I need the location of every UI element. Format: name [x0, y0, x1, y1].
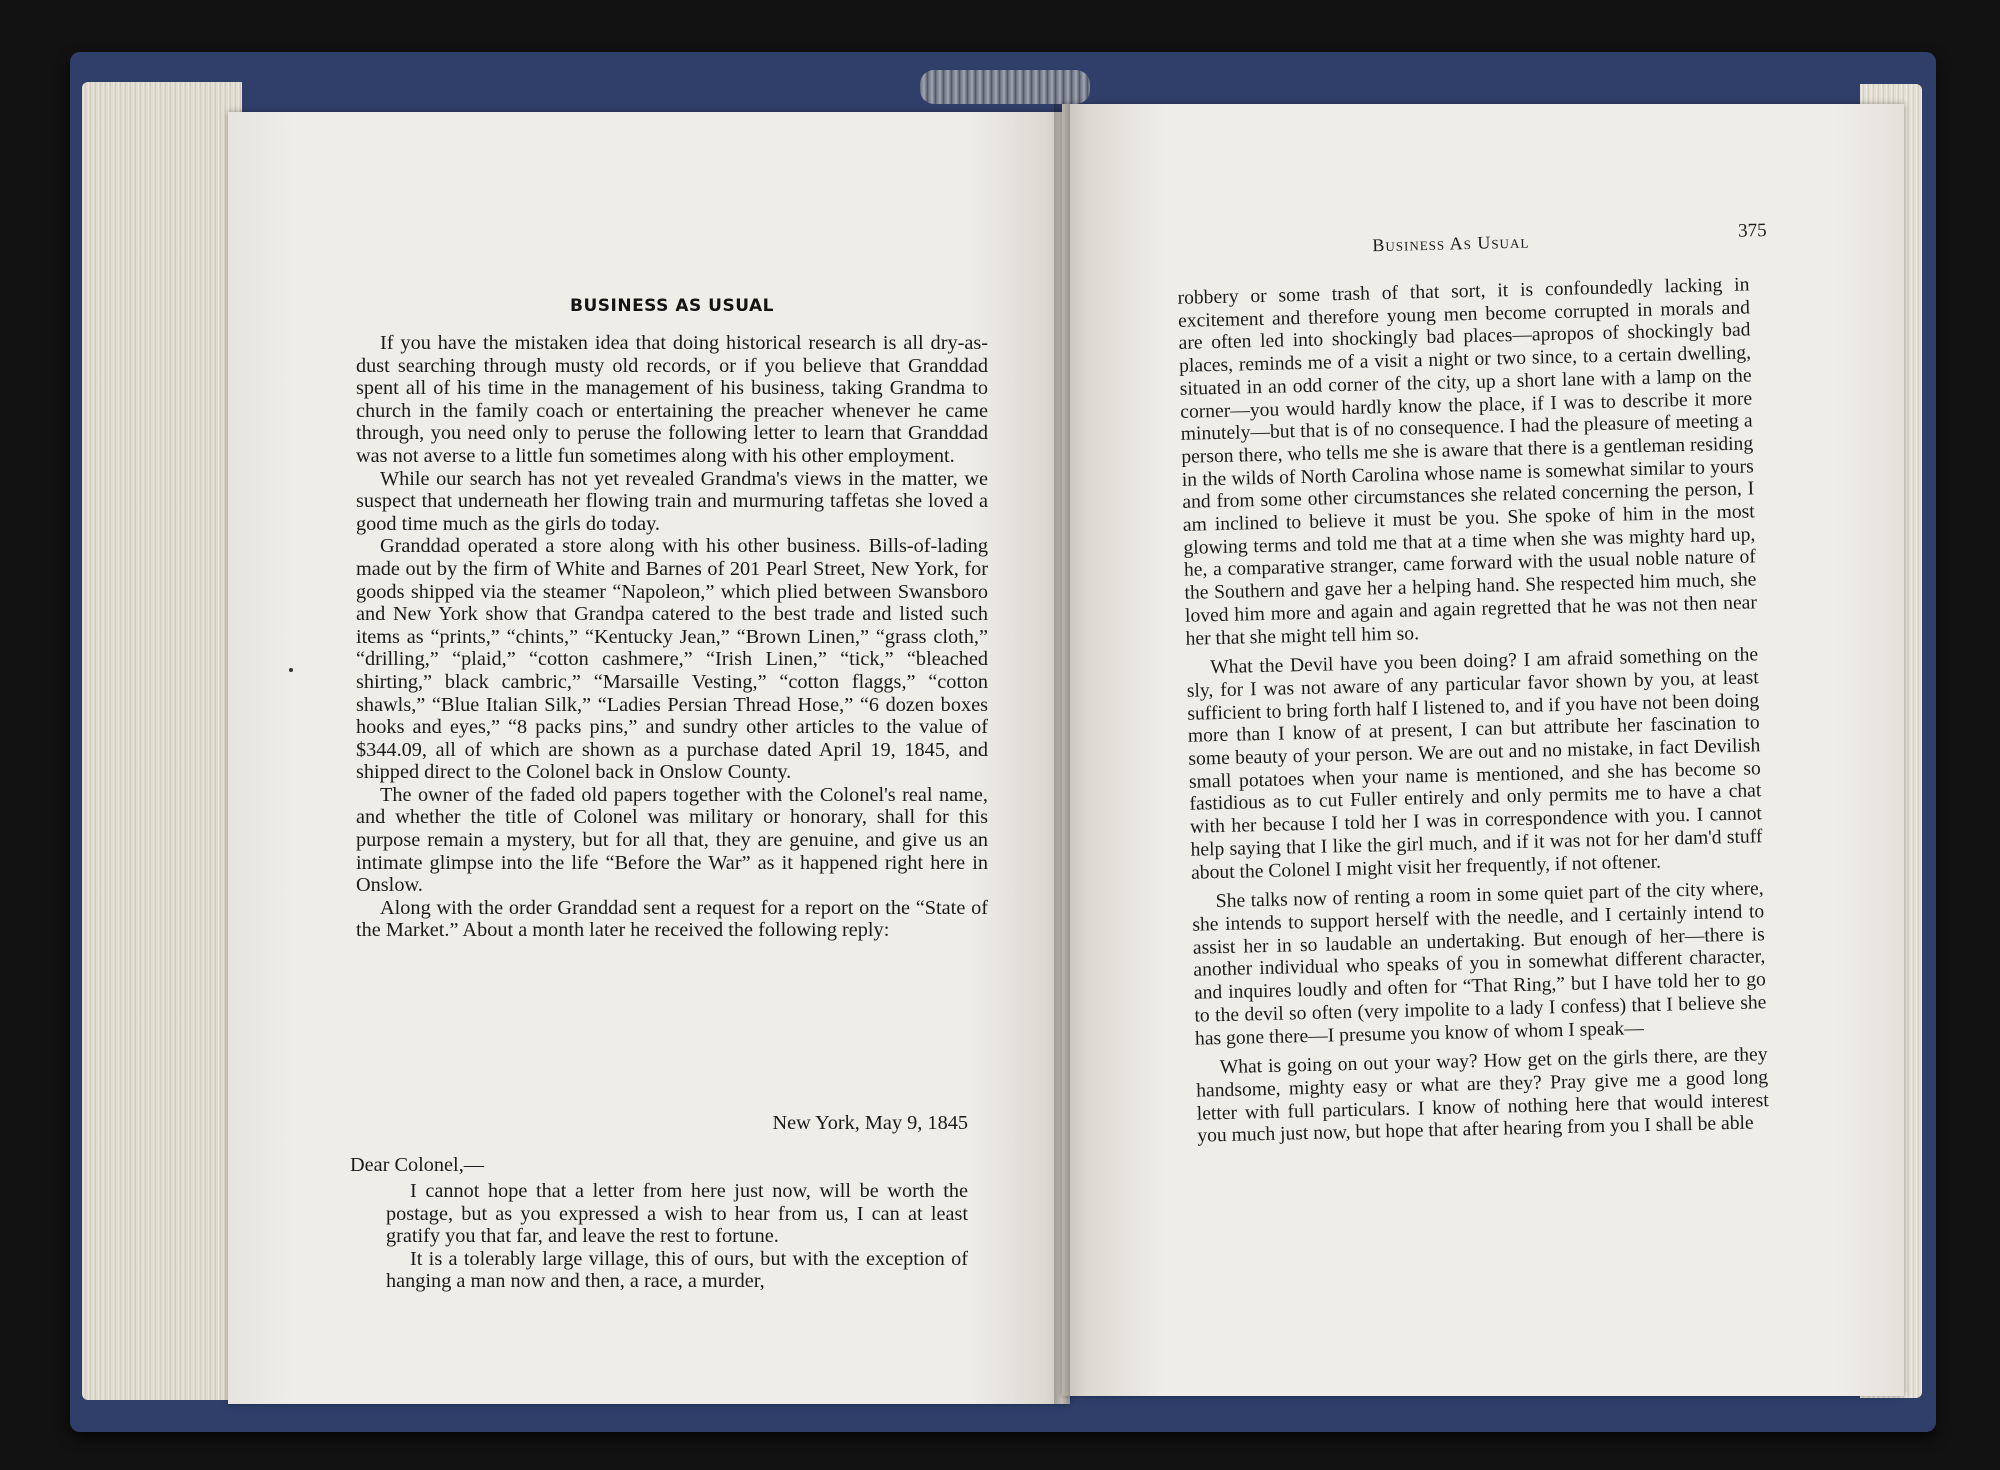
paragraph: While our search has not yet revealed Grandma's views in the matter, we suspect that underneath her flowing train and murmuring taffetas she loved a good time much as the girls do today. [356, 467, 988, 535]
page-number: 375 [1737, 219, 1767, 242]
paragraph: What is going on out your way? How get on the girls there, are they handsome, mighty easy or what are they? Pray give me a good long letter with full particulars. I know of nothing here that would interest you much just now, but hope that after hearing from you I shall be able [1195, 1044, 1769, 1147]
left-page-body [356, 332, 988, 942]
letter-date: New York, May 9, 1845 [772, 1112, 968, 1134]
book-gutter [1054, 104, 1070, 1404]
running-head: Business As Usual [1372, 231, 1530, 256]
paragraph: If you have the mistaken idea that doing historical research is all dry-as-dust searching through musty old records, or if you believe that Granddad spent all of his time in the management of his business, taking Grandma to church in the family coach or entertaining the preacher whenever he came through, you need only to peruse the following letter to learn that Granddad was not averse to a little fun sometimes along with his other employment. [356, 332, 988, 467]
paragraph: The owner of the faded old papers together with the Colonel's real name, and whether the title of Colonel was military or honorary, shall for this purpose remain a mystery, but for all that, they are genuine, and give us an intimate glimpse into the life “Before the War” as it happened right here in Onslow. [356, 783, 988, 897]
right-page-body [1177, 274, 1769, 1155]
letter-paragraph: I cannot hope that a letter from here just now, will be worth the postage, but as you expressed a wish to hear from us, I can at least gratify you that far, and leave the rest to fortune. [386, 1180, 968, 1248]
letter-body [386, 1180, 968, 1293]
letter-salutation: Dear Colonel,— [350, 1154, 485, 1176]
page-edges-left [82, 82, 242, 1400]
page-speck [289, 668, 293, 672]
paragraph: Along with the order Granddad sent a request for a report on the “State of the Market.” About a month later he received the following reply: [356, 896, 988, 942]
paragraph: Granddad operated a store along with his other business. Bills-of-lading made out by the firm of White and Barnes of 201 Pearl Street, New York, for goods shipped via the steamer “Napoleon,” which plied between Swansboro and New York show that Grandpa catered to the best trade and listed such items as “prints,” “chints,” “Kentucky Jean,” “Brown Linen,” “grass cloth,” “drilling,” “plaid,” “cotton cashmere,” “Irish Linen,” “tick,” “bleached shirting,” black cambric,” “Marsaille Vesting,” “cotton flaggs,” “cotton shawls,” “Blue Italian Silk,” “Ladies Persian Thread Hose,” “6 dozen boxes hooks and eyes,” “8 packs pins,” and sundry other articles to the value of $344.09, all of which are shown as a purchase dated April 19, 1845, and shipped direct to the Colonel back in Onslow County. [356, 535, 988, 784]
book-headband [920, 70, 1090, 104]
paragraph: robbery or some trash of that sort, it is confoundedly lacking in excitement and therefore young men become corrupted in morals and are often led into shockingly bad places—apropos of shockingly bad places, reminds me of a visit a night or two since, to a certain dwelling, situated in an odd corner of the city, up a short lane with a lamp on the corner—you would hardly know the place, if I was to describe it more minutely—but that is of no consequence. I had the pleasure of meeting a person there, who tells me she is aware that there is a gentleman residing in the wilds of North Carolina whose name is somewhat similar to yours and from some other circumstances she related concerning the person, I am inclined to believe it must be you. She spoke of him in the most glowing terms and told me that at a time when she was mighty hard up, he, a comparative stranger, came forward with the usual noble nature of the Southern and gave her a helping hand. She respected him much, she loved him more and again and again regretted that he was not then near her that she might tell him so. [1177, 274, 1758, 650]
paragraph: What the Devil have you been doing? I am afraid something on the sly, for I was not aware of any particular favor shown by you, at least sufficient to bring forth half I listened to, and if you have not been doing more than I know of at present, I can but attribute her fascination to some beauty of your person. We are out and no mistake, in fact Devilish small potatoes when your name is mentioned, and she has become so fastidious as to cut Fuller entirely and only permits me to have a chat with her because I told her I was in correspondence with you. I cannot help saying that I like the girl much, and if it was not for her dam'd stuff about the Colonel I might visit her frequently, if not oftener. [1186, 644, 1763, 884]
letter-paragraph: It is a tolerably large village, this of ours, but with the exception of hanging a man now and then, a race, a murder, [386, 1247, 968, 1293]
paragraph: She talks now of renting a room in some quiet part of the city where, she intends to support herself with the needle, and I certainly intend to assist her in so laudable an undertaking. But enough of her—there is another individual who speaks of you in somewhat different character, and inquires loudly and often for “That Ring,” but I have told her to go to the devil so often (very impolite to a lady I confess) that I believe she has gone there—I presume you know of whom I speak— [1192, 878, 1767, 1050]
chapter-title: BUSINESS AS USUAL [570, 296, 774, 316]
